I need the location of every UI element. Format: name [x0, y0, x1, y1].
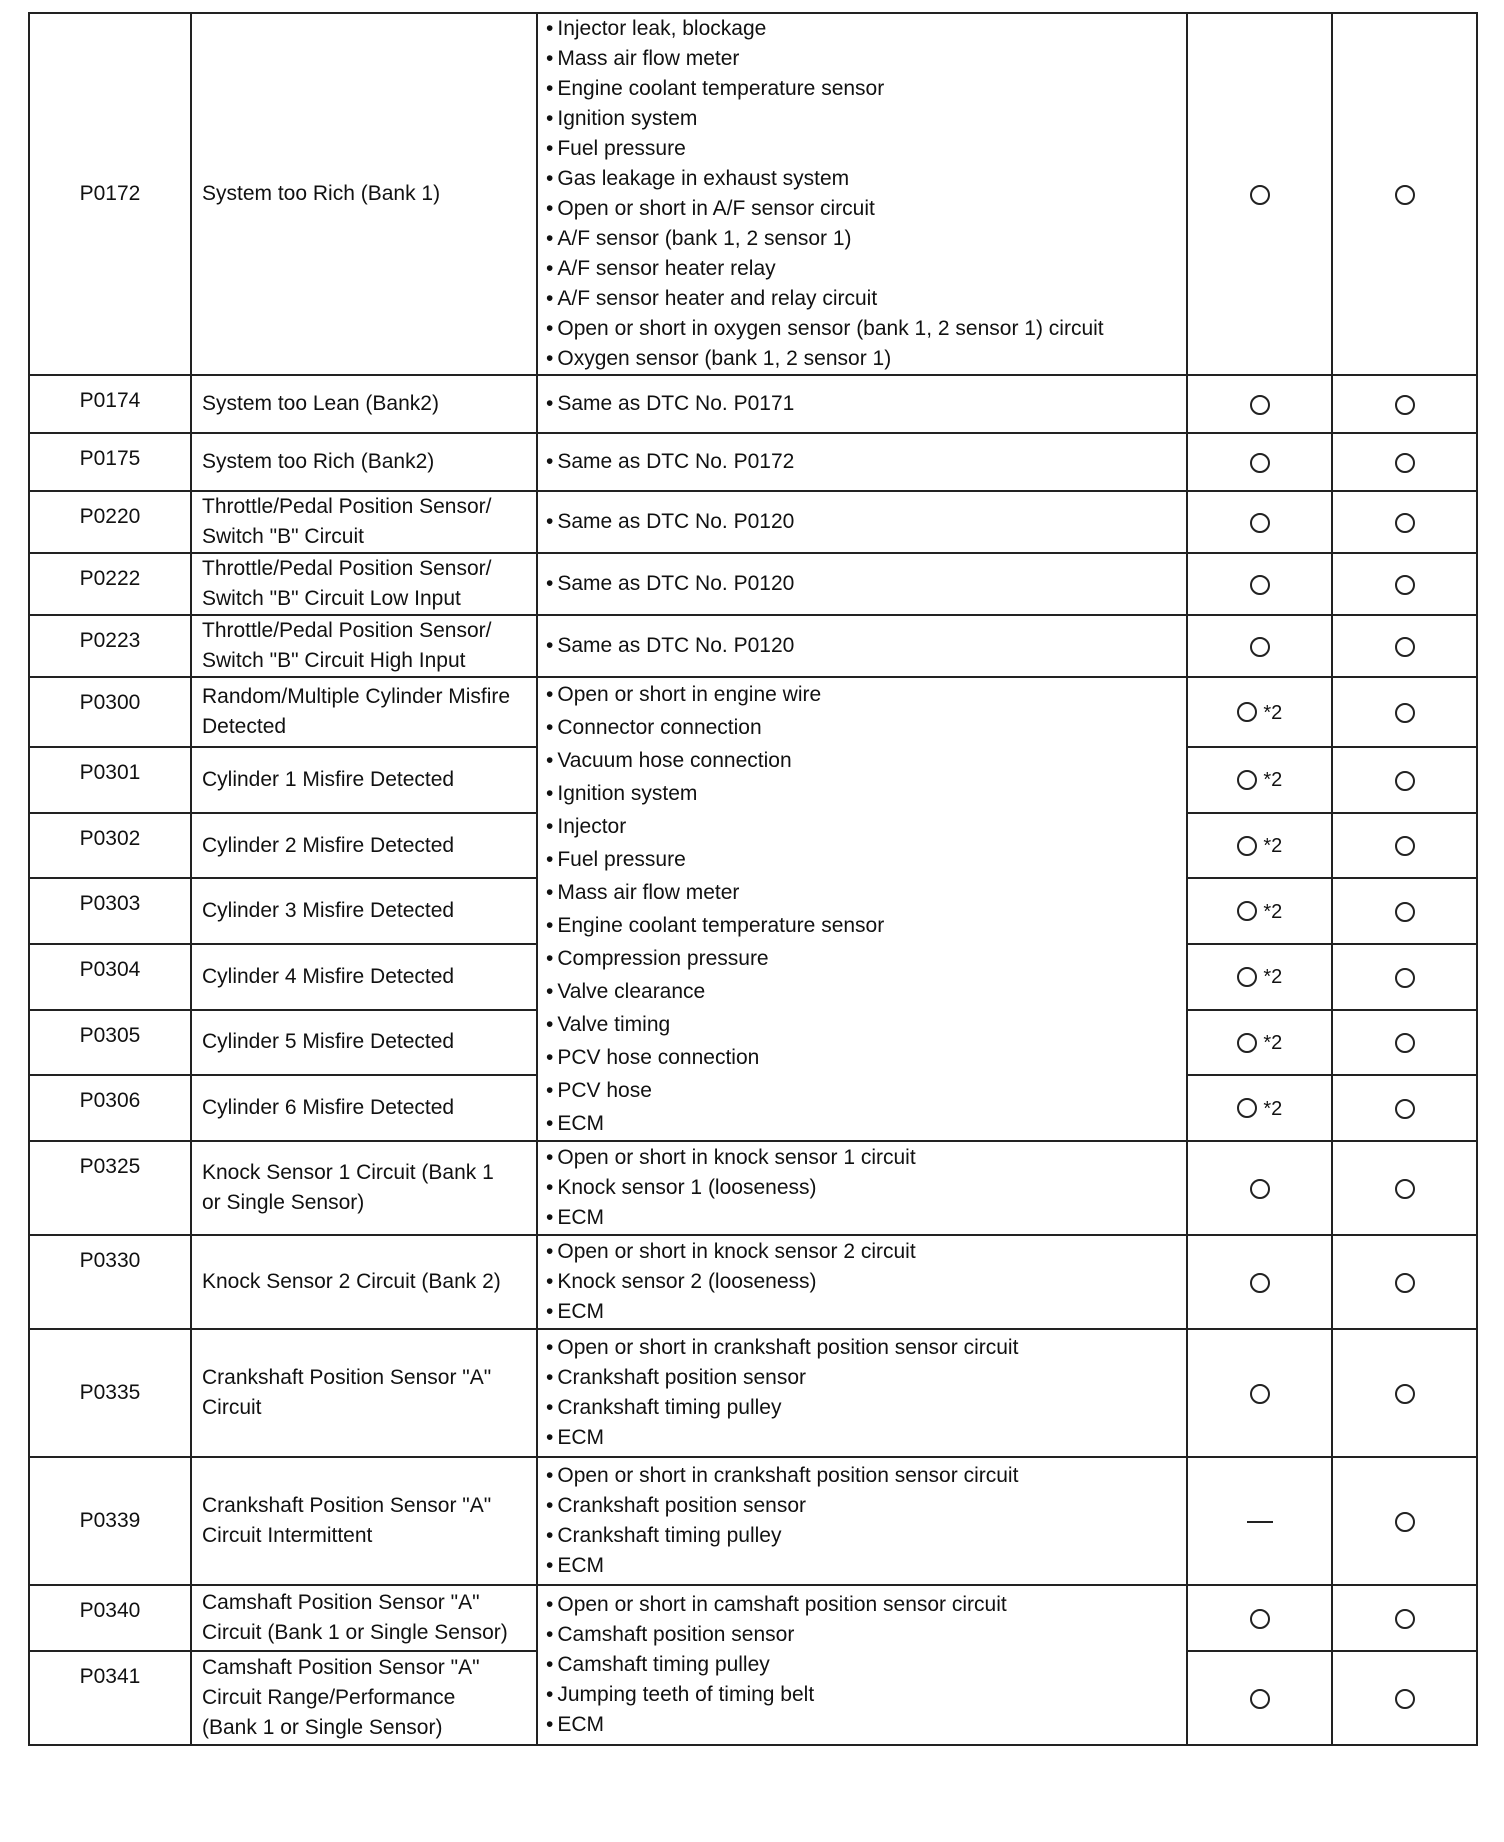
detection-item-line: Switch "B" Circuit Low Input — [202, 587, 461, 610]
detection-item — [191, 1457, 537, 1585]
footnote-mark: *2 — [1263, 900, 1283, 923]
circle-icon — [1250, 513, 1270, 533]
dtc-code: P0174 — [29, 375, 191, 433]
detection-item-line: Random/Multiple Cylinder Misfire — [202, 685, 511, 709]
list-item: • Camshaft timing pulley — [546, 1650, 1186, 1680]
circle-icon — [1237, 770, 1257, 790]
circle-icon — [1395, 1609, 1415, 1629]
mark-cell — [1332, 1235, 1477, 1329]
mark-cell — [1332, 1585, 1477, 1651]
mark-cell — [1332, 1075, 1477, 1141]
list-item: • Jumping teeth of timing belt — [546, 1680, 1186, 1710]
list-item: • Gas leakage in exhaust system — [546, 164, 1186, 194]
footnote-mark: *2 — [1263, 701, 1283, 724]
detection-item: System too Rich (Bank2) — [191, 433, 537, 491]
cause-list — [546, 389, 1186, 419]
mark-cell — [1332, 1329, 1477, 1457]
footnote-mark: *2 — [1263, 835, 1283, 858]
circle-icon — [1395, 185, 1415, 205]
mark-cell — [1187, 13, 1332, 375]
detection-item — [191, 1141, 537, 1235]
list-item: • Crankshaft position sensor — [546, 1363, 1186, 1393]
detection-item-line: Throttle/Pedal Position Sensor/ — [202, 619, 492, 642]
cause-list — [546, 1590, 1186, 1740]
dtc-code: P0330 — [29, 1235, 191, 1329]
table-row-p0325 — [29, 1141, 1477, 1235]
circle-icon — [1250, 575, 1270, 595]
detection-item-line: Camshaft Position Sensor "A" — [202, 1656, 480, 1679]
circle-icon — [1395, 968, 1415, 988]
list-item: • ECM — [546, 1423, 1186, 1453]
cause-list — [546, 678, 1186, 1140]
circle-icon — [1237, 836, 1257, 856]
circle-icon — [1395, 1033, 1415, 1053]
circle-icon — [1250, 637, 1270, 657]
cause-list — [546, 569, 1186, 599]
list-item: • ECM — [546, 1203, 1186, 1233]
circle-icon — [1395, 1273, 1415, 1293]
mark-cell — [1187, 433, 1332, 491]
list-item: • Same as DTC No. P0171 — [546, 389, 1186, 419]
detection-item — [191, 1329, 537, 1457]
table-row-p0175 — [29, 433, 1477, 491]
mark-cell — [1187, 1457, 1332, 1585]
mark-cell — [1187, 944, 1332, 1010]
list-item: • ECM — [546, 1710, 1186, 1740]
detection-item: Cylinder 5 Misfire Detected — [191, 1010, 537, 1076]
table-row-p0222 — [29, 553, 1477, 615]
circle-icon — [1395, 1689, 1415, 1709]
cause-list — [546, 1333, 1186, 1453]
table-row-p0223 — [29, 615, 1477, 677]
circle-icon — [1395, 395, 1415, 415]
footnote-mark: *2 — [1263, 1031, 1283, 1054]
circle-icon — [1395, 836, 1415, 856]
circle-icon — [1250, 1384, 1270, 1404]
list-item: • Open or short in crankshaft position sensor circuit — [546, 1333, 1186, 1363]
trouble-areas — [537, 491, 1187, 553]
list-item: • Valve timing — [546, 1008, 1186, 1041]
mark-cell — [1187, 747, 1332, 813]
circle-icon — [1237, 1033, 1257, 1053]
cause-list — [546, 14, 1186, 374]
list-item: • ECM — [546, 1107, 1186, 1140]
trouble-areas — [537, 1141, 1187, 1235]
table-row-p0220 — [29, 491, 1477, 553]
mark-cell — [1332, 1010, 1477, 1076]
mark-cell — [1332, 1651, 1477, 1745]
dtc-code: P0340 — [29, 1585, 191, 1651]
trouble-areas — [537, 1235, 1187, 1329]
list-item: • Fuel pressure — [546, 134, 1186, 164]
mark-cell — [1332, 615, 1477, 677]
mark-cell — [1187, 1235, 1332, 1329]
cause-list — [546, 1461, 1186, 1581]
circle-icon — [1395, 1384, 1415, 1404]
detection-item-line: Camshaft Position Sensor "A" — [202, 1591, 480, 1614]
list-item: • Injector leak, blockage — [546, 14, 1186, 44]
table-row-p0335 — [29, 1329, 1477, 1457]
detection-item-line: Throttle/Pedal Position Sensor/ — [202, 495, 492, 518]
table-row-p0172 — [29, 13, 1477, 375]
detection-item-line: (Bank 1 or Single Sensor) — [202, 1716, 443, 1739]
dtc-code: P0223 — [29, 615, 191, 677]
cause-list — [546, 631, 1186, 661]
detection-item: System too Lean (Bank2) — [191, 375, 537, 433]
circle-icon — [1395, 1179, 1415, 1199]
detection-item: Cylinder 3 Misfire Detected — [191, 878, 537, 944]
detection-item-line: Circuit Intermittent — [202, 1524, 373, 1547]
detection-item — [191, 1651, 537, 1745]
mark-cell — [1332, 553, 1477, 615]
cause-list — [546, 1237, 1186, 1327]
mark-cell — [1332, 375, 1477, 433]
circle-icon — [1250, 1689, 1270, 1709]
dtc-code: P0304 — [29, 944, 191, 1010]
circle-icon — [1395, 513, 1415, 533]
dtc-code: P0222 — [29, 553, 191, 615]
list-item: • Engine coolant temperature sensor — [546, 909, 1186, 942]
trouble-areas — [537, 13, 1187, 375]
list-item: • Knock sensor 1 (looseness) — [546, 1173, 1186, 1203]
list-item: • A/F sensor (bank 1, 2 sensor 1) — [546, 224, 1186, 254]
detection-item-line: Detected — [202, 715, 287, 739]
dtc-code: P0303 — [29, 878, 191, 944]
mark-cell — [1187, 813, 1332, 879]
list-item: • Camshaft position sensor — [546, 1620, 1186, 1650]
table-row-p0339 — [29, 1457, 1477, 1585]
circle-icon — [1395, 1512, 1415, 1532]
list-item: • PCV hose — [546, 1074, 1186, 1107]
list-item: • Engine coolant temperature sensor — [546, 74, 1186, 104]
mark-cell — [1187, 677, 1332, 747]
circle-icon — [1395, 575, 1415, 595]
mark-cell — [1187, 1651, 1332, 1745]
list-item: • Crankshaft timing pulley — [546, 1393, 1186, 1423]
dtc-code: P0175 — [29, 433, 191, 491]
list-item: • Mass air flow meter — [546, 44, 1186, 74]
list-item: • Oxygen sensor (bank 1, 2 sensor 1) — [546, 344, 1186, 374]
footnote-mark: *2 — [1263, 769, 1283, 792]
trouble-areas-misfire — [537, 677, 1187, 1141]
detection-item — [191, 553, 537, 615]
list-item: • Same as DTC No. P0172 — [546, 447, 1186, 477]
trouble-areas-camshaft — [537, 1585, 1187, 1745]
table-row-p0174 — [29, 375, 1477, 433]
dtc-code: P0341 — [29, 1651, 191, 1745]
list-item: • A/F sensor heater relay — [546, 254, 1186, 284]
table-row-p0300 — [29, 677, 1477, 747]
circle-icon — [1250, 1609, 1270, 1629]
detection-item-line: Circuit (Bank 1 or Single Sensor) — [202, 1621, 508, 1644]
mark-cell — [1332, 813, 1477, 879]
list-item: • Compression pressure — [546, 942, 1186, 975]
trouble-areas — [537, 615, 1187, 677]
list-item: • Same as DTC No. P0120 — [546, 631, 1186, 661]
mark-cell — [1332, 944, 1477, 1010]
mark-cell — [1187, 375, 1332, 433]
table-row-p0330 — [29, 1235, 1477, 1329]
detection-item: System too Rich (Bank 1) — [191, 13, 537, 375]
mark-cell — [1187, 878, 1332, 944]
mark-cell — [1187, 553, 1332, 615]
detection-item: Cylinder 4 Misfire Detected — [191, 944, 537, 1010]
detection-item-line: Crankshaft Position Sensor "A" — [202, 1366, 492, 1389]
cause-list — [546, 447, 1186, 477]
list-item: • Open or short in crankshaft position sensor circuit — [546, 1461, 1186, 1491]
list-item: • Ignition system — [546, 777, 1186, 810]
circle-icon — [1237, 1098, 1257, 1118]
detection-item — [191, 491, 537, 553]
circle-icon — [1237, 967, 1257, 987]
detection-item-line: Crankshaft Position Sensor "A" — [202, 1494, 492, 1517]
trouble-areas — [537, 553, 1187, 615]
detection-item-line: Switch "B" Circuit — [202, 525, 364, 548]
detection-item: Knock Sensor 2 Circuit (Bank 2) — [191, 1235, 537, 1329]
footnote-mark: *2 — [1263, 966, 1283, 989]
mark-cell — [1332, 491, 1477, 553]
list-item: • A/F sensor heater and relay circuit — [546, 284, 1186, 314]
dash-icon — [1247, 1521, 1273, 1523]
dtc-code: P0302 — [29, 813, 191, 879]
mark-cell — [1187, 491, 1332, 553]
mark-cell — [1332, 677, 1477, 747]
circle-icon — [1237, 901, 1257, 921]
list-item: • Fuel pressure — [546, 843, 1186, 876]
list-item: • Connector connection — [546, 711, 1186, 744]
circle-icon — [1250, 453, 1270, 473]
detection-item-line: Throttle/Pedal Position Sensor/ — [202, 557, 492, 580]
list-item: • Open or short in A/F sensor circuit — [546, 194, 1186, 224]
cause-list — [546, 507, 1186, 537]
list-item: • Open or short in knock sensor 1 circuit — [546, 1143, 1186, 1173]
mark-cell — [1332, 1457, 1477, 1585]
detection-item-line: Circuit Range/Performance — [202, 1686, 456, 1709]
detection-item: Cylinder 1 Misfire Detected — [191, 747, 537, 813]
list-item: • Crankshaft timing pulley — [546, 1521, 1186, 1551]
list-item: • ECM — [546, 1297, 1186, 1327]
dtc-code: P0325 — [29, 1141, 191, 1235]
mark-cell — [1332, 13, 1477, 375]
mark-cell — [1187, 1585, 1332, 1651]
trouble-areas — [537, 433, 1187, 491]
footnote-mark: *2 — [1263, 1097, 1283, 1120]
mark-cell — [1187, 615, 1332, 677]
dtc-code: P0306 — [29, 1075, 191, 1141]
list-item: • Open or short in camshaft position sensor circuit — [546, 1590, 1186, 1620]
list-item: • Valve clearance — [546, 975, 1186, 1008]
dtc-code: P0339 — [29, 1457, 191, 1585]
circle-icon — [1250, 185, 1270, 205]
circle-icon — [1395, 703, 1415, 723]
circle-icon — [1395, 1099, 1415, 1119]
circle-icon — [1250, 1273, 1270, 1293]
mark-cell — [1187, 1329, 1332, 1457]
list-item: • Open or short in knock sensor 2 circuit — [546, 1237, 1186, 1267]
circle-icon — [1250, 395, 1270, 415]
detection-item — [191, 677, 537, 747]
mark-cell — [1187, 1075, 1332, 1141]
dtc-code: P0301 — [29, 747, 191, 813]
list-item: • Open or short in engine wire — [546, 678, 1186, 711]
detection-item-line: Knock Sensor 1 Circuit (Bank 1 — [202, 1161, 494, 1184]
circle-icon — [1237, 702, 1257, 722]
detection-item-line: Circuit — [202, 1396, 262, 1419]
circle-icon — [1395, 902, 1415, 922]
detection-item: Cylinder 2 Misfire Detected — [191, 813, 537, 879]
mark-cell — [1332, 878, 1477, 944]
dtc-code: P0305 — [29, 1010, 191, 1076]
list-item: • Crankshaft position sensor — [546, 1491, 1186, 1521]
trouble-areas — [537, 375, 1187, 433]
list-item: • PCV hose connection — [546, 1041, 1186, 1074]
dtc-code: P0335 — [29, 1329, 191, 1457]
detection-item — [191, 1585, 537, 1651]
circle-icon — [1395, 637, 1415, 657]
mark-cell — [1332, 747, 1477, 813]
detection-item — [191, 615, 537, 677]
dtc-table — [28, 12, 1478, 1746]
list-item: • Same as DTC No. P0120 — [546, 507, 1186, 537]
mark-cell — [1187, 1010, 1332, 1076]
mark-cell — [1187, 1141, 1332, 1235]
trouble-areas — [537, 1457, 1187, 1585]
list-item: • Mass air flow meter — [546, 876, 1186, 909]
detection-item: Cylinder 6 Misfire Detected — [191, 1075, 537, 1141]
dtc-code: P0220 — [29, 491, 191, 553]
dtc-code: P0172 — [29, 13, 191, 375]
dtc-code: P0300 — [29, 677, 191, 747]
circle-icon — [1250, 1179, 1270, 1199]
circle-icon — [1395, 771, 1415, 791]
list-item: • Open or short in oxygen sensor (bank 1, 2 sensor 1) circuit — [546, 314, 1186, 344]
detection-item-line: or Single Sensor) — [202, 1191, 365, 1214]
list-item: • Injector — [546, 810, 1186, 843]
detection-item-line: Switch "B" Circuit High Input — [202, 649, 466, 672]
list-item: • Vacuum hose connection — [546, 744, 1186, 777]
table-row-p0340 — [29, 1585, 1477, 1651]
cause-list — [546, 1143, 1186, 1233]
list-item: • Ignition system — [546, 104, 1186, 134]
mark-cell — [1332, 433, 1477, 491]
list-item: • Same as DTC No. P0120 — [546, 569, 1186, 599]
mark-cell — [1332, 1141, 1477, 1235]
trouble-areas — [537, 1329, 1187, 1457]
list-item: • Knock sensor 2 (looseness) — [546, 1267, 1186, 1297]
list-item: • ECM — [546, 1551, 1186, 1581]
circle-icon — [1395, 453, 1415, 473]
